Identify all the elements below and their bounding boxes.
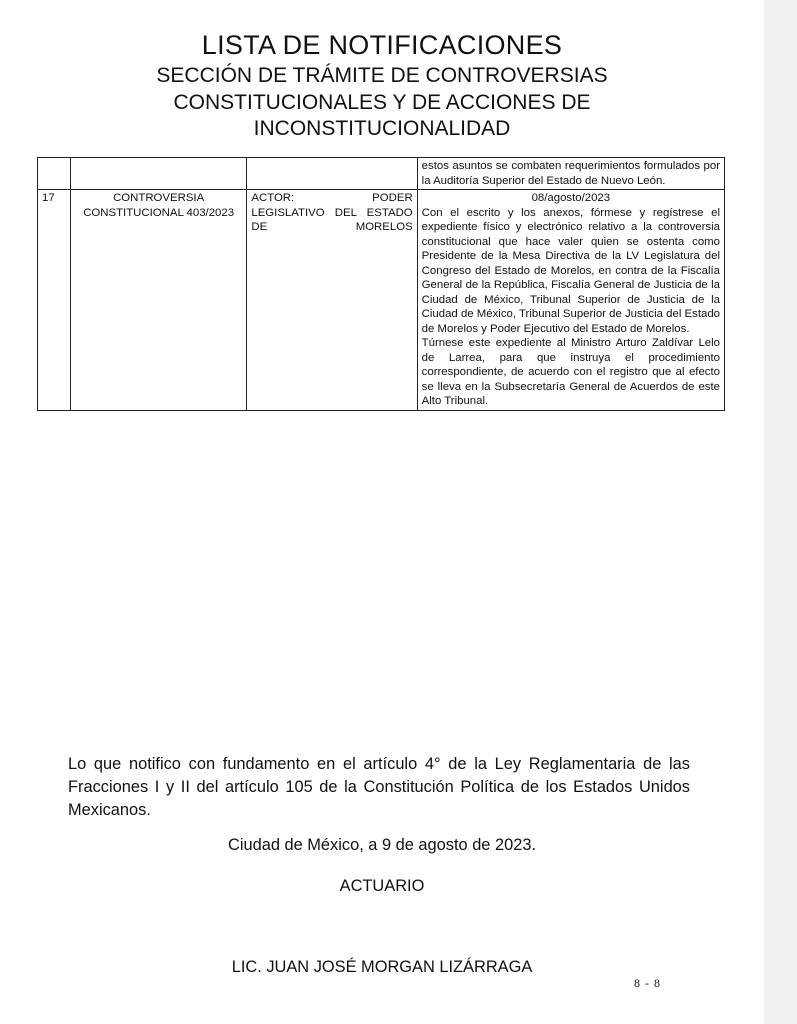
- row-expediente: CONTROVERSIA CONSTITUCIONAL 403/2023: [70, 190, 246, 411]
- row-number: [38, 158, 71, 190]
- legal-basis-paragraph: Lo que notifico con fundamento en el artículo 4° de la Ley Reglamentaria de las Fracciones I y II del artículo 105 de la Constitución Política de los Estados Unidos Mexicanos.: [68, 755, 690, 819]
- row-acuerdo: estos asuntos se combaten requerimientos formulados por la Auditoría Superior del Estado de Nuevo León.: [421, 160, 720, 187]
- page-number: 8 - 8: [634, 976, 661, 990]
- row-acuerdo-cell: [417, 190, 724, 411]
- row-partes: ACTOR: PODER LEGISLATIVO DEL ESTADO DE MORELOS: [247, 190, 417, 411]
- row-number: 17: [38, 190, 71, 411]
- subtitle-line-1: SECCIÓN DE TRÁMITE DE CONTROVERSIAS: [156, 64, 608, 87]
- place-date: Ciudad de México, a 9 de agosto de 2023.: [228, 836, 536, 854]
- subtitle-line-2: CONSTITUCIONALES Y DE ACCIONES DE: [173, 91, 591, 114]
- row-acuerdo: Con el escrito y los anexos, fórmese y regístrese el expediente físico y electrónico relativo a la controversia constitucional que hace valer quien se ostenta como Presidente de la Mesa Directiva de la LV Legislatura del Congreso del Estado de Morelos, en contra de la Fiscalía General de la República, Fiscalía General de Justicia de la Ciudad de México, Tribunal Superior de Justicia de la Ciudad de México, Tribunal Superior de Justicia del Estado de Morelos y Poder Ejecutivo del Estado de Morelos.: [421, 206, 720, 335]
- notifications-table: [37, 157, 725, 411]
- signer-role: ACTUARIO: [339, 877, 425, 895]
- row-date: 08/agosto/2023: [531, 192, 611, 204]
- row-expediente: [70, 158, 246, 190]
- row-acuerdo-turno: Túrnese este expediente al Ministro Arturo Zaldívar Lelo de Larrea, para que instruya el procedimiento correspondiente, de acuerdo con el registro que al efecto se lleva en la Subsecretaría General de Acuerdos de este Alto Tribunal.: [421, 337, 720, 407]
- row-acuerdo-cell: [417, 158, 724, 190]
- subtitle-line-3: INCONSTITUCIONALIDAD: [253, 117, 511, 140]
- row-partes: [247, 158, 417, 190]
- document-title: LISTA DE NOTIFICACIONES: [201, 30, 563, 60]
- table-row: [38, 190, 725, 411]
- signer-name: LIC. JUAN JOSÉ MORGAN LIZÁRRAGA: [231, 958, 533, 976]
- viewer-margin: [764, 0, 797, 1024]
- table-row: [38, 158, 725, 190]
